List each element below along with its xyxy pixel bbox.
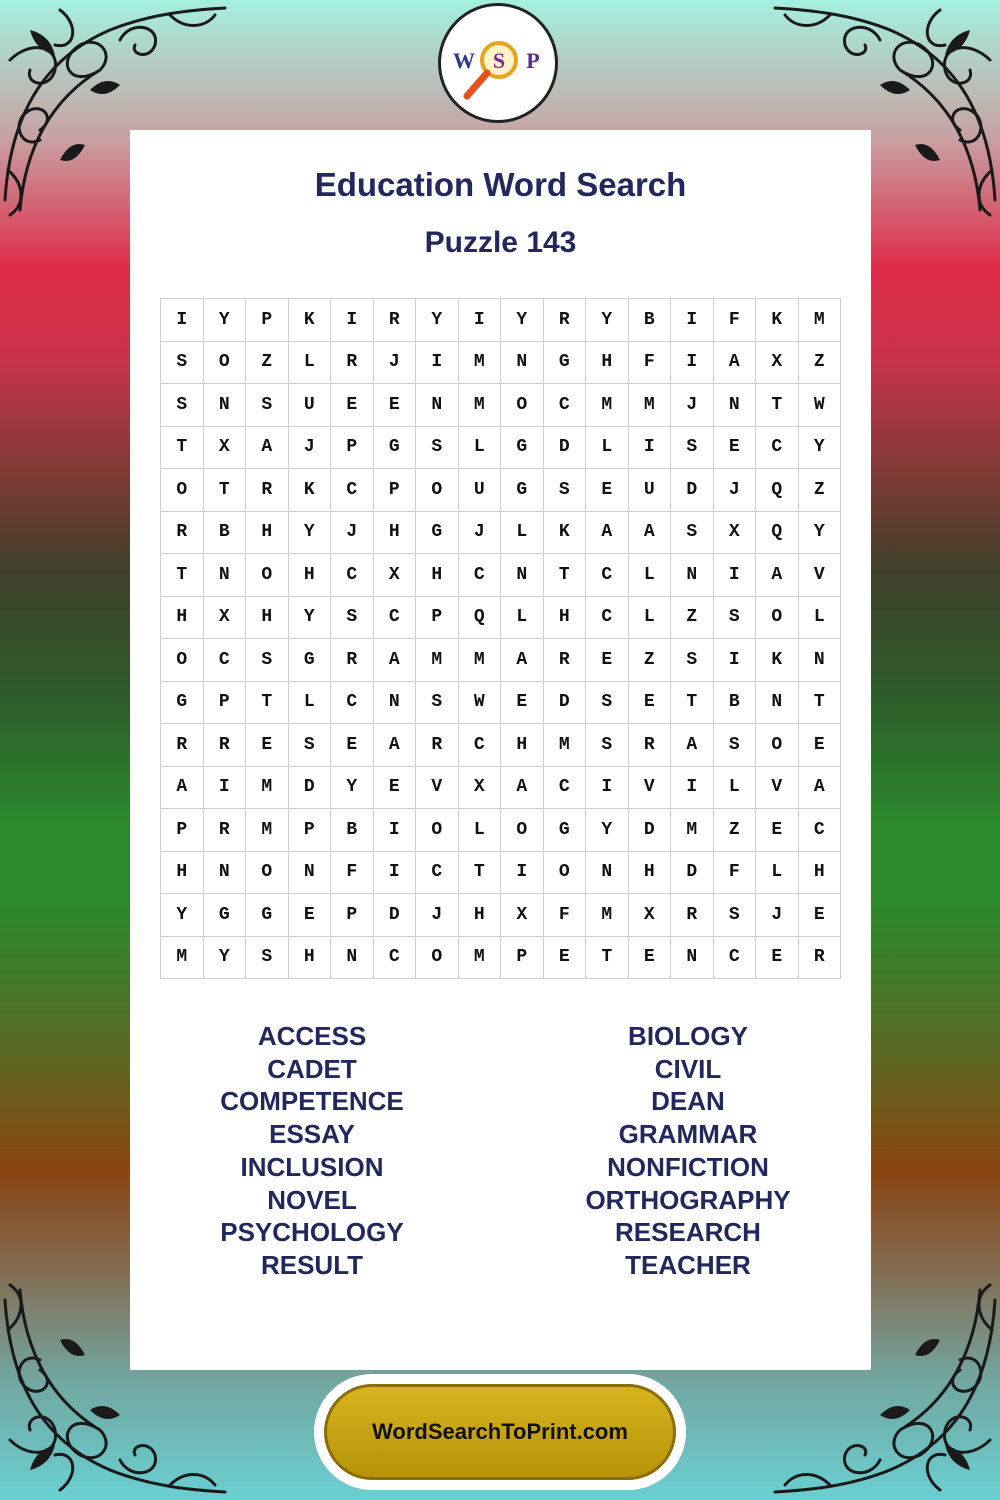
- grid-cell[interactable]: A: [714, 342, 757, 385]
- grid-cell[interactable]: T: [246, 682, 289, 725]
- logo-letter-w: W: [453, 48, 475, 73]
- grid-cell[interactable]: E: [756, 809, 799, 852]
- grid-cell[interactable]: K: [289, 469, 332, 512]
- grid-cell[interactable]: P: [246, 299, 289, 342]
- grid-cell[interactable]: W: [799, 384, 842, 427]
- grid-cell[interactable]: D: [671, 469, 714, 512]
- grid-cell[interactable]: I: [671, 767, 714, 810]
- grid-cell[interactable]: C: [586, 597, 629, 640]
- grid-cell[interactable]: V: [756, 767, 799, 810]
- grid-cell[interactable]: Y: [289, 512, 332, 555]
- grid-cell[interactable]: C: [714, 937, 757, 980]
- grid-cell[interactable]: T: [671, 682, 714, 725]
- grid-cell[interactable]: S: [161, 384, 204, 427]
- grid-cell[interactable]: K: [289, 299, 332, 342]
- grid-cell[interactable]: Y: [586, 809, 629, 852]
- puzzle-sheet: [130, 130, 871, 1370]
- grid-cell[interactable]: G: [374, 427, 417, 470]
- grid-cell[interactable]: N: [714, 384, 757, 427]
- grid-cell[interactable]: S: [161, 342, 204, 385]
- grid-cell[interactable]: M: [459, 342, 502, 385]
- grid-cell[interactable]: H: [161, 597, 204, 640]
- grid-cell[interactable]: R: [246, 469, 289, 512]
- word-list-item: PSYCHOLOGY: [220, 1217, 404, 1248]
- grid-cell[interactable]: X: [756, 342, 799, 385]
- grid-cell[interactable]: A: [501, 767, 544, 810]
- grid-cell[interactable]: E: [331, 724, 374, 767]
- grid-cell[interactable]: D: [289, 767, 332, 810]
- grid-cell[interactable]: V: [799, 554, 842, 597]
- grid-cell[interactable]: P: [331, 894, 374, 937]
- grid-cell[interactable]: P: [501, 937, 544, 980]
- grid-cell[interactable]: O: [501, 809, 544, 852]
- grid-cell[interactable]: O: [416, 937, 459, 980]
- grid-cell[interactable]: H: [161, 852, 204, 895]
- grid-cell[interactable]: M: [799, 299, 842, 342]
- grid-cell[interactable]: H: [586, 342, 629, 385]
- grid-cell[interactable]: B: [629, 299, 672, 342]
- grid-cell[interactable]: L: [289, 342, 332, 385]
- grid-cell[interactable]: M: [671, 809, 714, 852]
- grid-cell[interactable]: S: [586, 724, 629, 767]
- grid-cell[interactable]: P: [204, 682, 247, 725]
- grid-cell[interactable]: T: [204, 469, 247, 512]
- grid-cell[interactable]: E: [714, 427, 757, 470]
- word-list-item: CIVIL: [654, 1053, 722, 1084]
- grid-cell[interactable]: S: [714, 724, 757, 767]
- grid-cell[interactable]: P: [374, 469, 417, 512]
- grid-cell[interactable]: M: [629, 384, 672, 427]
- grid-cell[interactable]: O: [246, 554, 289, 597]
- grid-cell[interactable]: E: [544, 937, 587, 980]
- grid-cell[interactable]: C: [756, 427, 799, 470]
- grid-cell[interactable]: M: [586, 894, 629, 937]
- grid-cell[interactable]: Y: [204, 299, 247, 342]
- grid-cell[interactable]: E: [629, 682, 672, 725]
- puzzle-number: Puzzle 143: [424, 226, 577, 259]
- grid-cell[interactable]: G: [544, 342, 587, 385]
- grid-cell[interactable]: R: [204, 809, 247, 852]
- grid-cell[interactable]: S: [331, 597, 374, 640]
- grid-cell[interactable]: Q: [756, 469, 799, 512]
- grid-cell[interactable]: L: [459, 809, 502, 852]
- grid-cell[interactable]: L: [629, 554, 672, 597]
- grid-cell[interactable]: T: [161, 554, 204, 597]
- grid-cell[interactable]: G: [544, 809, 587, 852]
- grid-cell[interactable]: H: [246, 512, 289, 555]
- grid-cell[interactable]: M: [459, 937, 502, 980]
- grid-cell[interactable]: E: [374, 384, 417, 427]
- grid-cell[interactable]: A: [799, 767, 842, 810]
- grid-cell[interactable]: G: [161, 682, 204, 725]
- grid-cell[interactable]: R: [161, 512, 204, 555]
- word-list-item: GRAMMAR: [618, 1119, 758, 1150]
- grid-cell[interactable]: O: [756, 724, 799, 767]
- grid-cell[interactable]: R: [416, 724, 459, 767]
- grid-cell[interactable]: Y: [501, 299, 544, 342]
- grid-cell[interactable]: N: [756, 682, 799, 725]
- grid-cell[interactable]: D: [671, 852, 714, 895]
- footer-badge: [314, 1374, 686, 1490]
- grid-cell[interactable]: F: [714, 852, 757, 895]
- grid-cell[interactable]: F: [629, 342, 672, 385]
- grid-cell[interactable]: J: [331, 512, 374, 555]
- grid-cell[interactable]: I: [586, 767, 629, 810]
- grid-cell[interactable]: N: [799, 639, 842, 682]
- grid-cell[interactable]: L: [629, 597, 672, 640]
- grid-cell[interactable]: H: [289, 554, 332, 597]
- word-list-item: RESEARCH: [615, 1217, 761, 1248]
- grid-cell[interactable]: B: [331, 809, 374, 852]
- grid-cell[interactable]: M: [459, 384, 502, 427]
- grid-cell[interactable]: N: [416, 384, 459, 427]
- grid-cell[interactable]: R: [671, 894, 714, 937]
- word-list-item: ACCESS: [257, 1021, 367, 1051]
- word-list-item: COMPETENCE: [220, 1086, 404, 1117]
- word-list-item: ESSAY: [269, 1119, 355, 1150]
- grid-cell[interactable]: E: [586, 469, 629, 512]
- grid-cell[interactable]: P: [331, 427, 374, 470]
- grid-cell[interactable]: T: [544, 554, 587, 597]
- grid-cell[interactable]: I: [714, 639, 757, 682]
- grid-cell[interactable]: H: [459, 894, 502, 937]
- grid-cell[interactable]: I: [714, 554, 757, 597]
- grid-cell[interactable]: N: [501, 342, 544, 385]
- grid-cell[interactable]: L: [714, 767, 757, 810]
- grid-cell[interactable]: T: [756, 384, 799, 427]
- grid-cell[interactable]: X: [204, 427, 247, 470]
- site-link[interactable]: WordSearchToPrint.com: [324, 1384, 676, 1480]
- grid-cell[interactable]: O: [756, 597, 799, 640]
- grid-cell[interactable]: E: [799, 894, 842, 937]
- grid-cell[interactable]: L: [459, 427, 502, 470]
- grid-cell[interactable]: N: [331, 937, 374, 980]
- grid-cell[interactable]: A: [161, 767, 204, 810]
- grid-cell[interactable]: S: [416, 682, 459, 725]
- grid-cell[interactable]: Q: [459, 597, 502, 640]
- grid-cell[interactable]: L: [586, 427, 629, 470]
- grid-cell[interactable]: C: [331, 469, 374, 512]
- grid-cell[interactable]: X: [714, 512, 757, 555]
- word-list-left: [162, 1020, 462, 1282]
- grid-cell[interactable]: P: [161, 809, 204, 852]
- grid-cell[interactable]: C: [799, 809, 842, 852]
- grid-cell[interactable]: J: [671, 384, 714, 427]
- grid-cell[interactable]: B: [204, 512, 247, 555]
- grid-cell[interactable]: Y: [289, 597, 332, 640]
- grid-cell[interactable]: L: [501, 512, 544, 555]
- grid-cell[interactable]: M: [246, 767, 289, 810]
- word-list-item: CADET: [267, 1053, 357, 1084]
- grid-cell[interactable]: N: [374, 682, 417, 725]
- grid-cell[interactable]: T: [161, 427, 204, 470]
- grid-cell[interactable]: Z: [714, 809, 757, 852]
- grid-cell[interactable]: Y: [331, 767, 374, 810]
- grid-cell[interactable]: R: [544, 639, 587, 682]
- grid-cell[interactable]: E: [289, 894, 332, 937]
- grid-cell[interactable]: H: [246, 597, 289, 640]
- grid-cell[interactable]: M: [161, 937, 204, 980]
- grid-cell[interactable]: Z: [799, 342, 842, 385]
- grid-cell[interactable]: A: [374, 639, 417, 682]
- grid-cell[interactable]: G: [289, 639, 332, 682]
- grid-cell[interactable]: O: [501, 384, 544, 427]
- grid-cell[interactable]: X: [374, 554, 417, 597]
- grid-cell[interactable]: I: [416, 342, 459, 385]
- grid-cell[interactable]: H: [416, 554, 459, 597]
- grid-cell[interactable]: M: [416, 639, 459, 682]
- grid-cell[interactable]: S: [544, 469, 587, 512]
- grid-cell[interactable]: D: [629, 809, 672, 852]
- grid-cell[interactable]: H: [501, 724, 544, 767]
- grid-cell[interactable]: B: [714, 682, 757, 725]
- grid-cell[interactable]: C: [374, 597, 417, 640]
- site-logo[interactable]: [438, 3, 558, 123]
- grid-cell[interactable]: O: [161, 469, 204, 512]
- logo-letter-p: P: [526, 48, 540, 73]
- grid-cell[interactable]: K: [756, 639, 799, 682]
- grid-cell[interactable]: M: [544, 724, 587, 767]
- grid-cell[interactable]: V: [416, 767, 459, 810]
- grid-cell[interactable]: Y: [161, 894, 204, 937]
- grid-cell[interactable]: S: [246, 639, 289, 682]
- grid-cell[interactable]: D: [374, 894, 417, 937]
- grid-cell[interactable]: N: [204, 384, 247, 427]
- grid-cell[interactable]: Y: [799, 512, 842, 555]
- grid-cell[interactable]: G: [204, 894, 247, 937]
- grid-cell[interactable]: I: [459, 299, 502, 342]
- word-list-item: BIOLOGY: [628, 1021, 748, 1051]
- grid-cell[interactable]: U: [289, 384, 332, 427]
- grid-cell[interactable]: X: [501, 894, 544, 937]
- grid-cell[interactable]: I: [374, 809, 417, 852]
- grid-cell[interactable]: J: [756, 894, 799, 937]
- grid-cell[interactable]: X: [204, 597, 247, 640]
- grid-cell[interactable]: C: [544, 767, 587, 810]
- word-list-item: ORTHOGRAPHY: [585, 1184, 791, 1215]
- grid-cell[interactable]: R: [204, 724, 247, 767]
- grid-cell[interactable]: A: [501, 639, 544, 682]
- grid-cell[interactable]: A: [246, 427, 289, 470]
- grid-cell[interactable]: I: [501, 852, 544, 895]
- grid-cell[interactable]: W: [459, 682, 502, 725]
- grid-cell[interactable]: C: [331, 554, 374, 597]
- grid-cell[interactable]: N: [501, 554, 544, 597]
- grid-cell[interactable]: S: [671, 427, 714, 470]
- grid-cell[interactable]: L: [289, 682, 332, 725]
- grid-cell[interactable]: Y: [799, 427, 842, 470]
- grid-cell[interactable]: J: [714, 469, 757, 512]
- grid-cell[interactable]: F: [544, 894, 587, 937]
- grid-cell[interactable]: K: [756, 299, 799, 342]
- grid-cell[interactable]: U: [629, 469, 672, 512]
- grid-cell[interactable]: I: [331, 299, 374, 342]
- grid-cell[interactable]: D: [544, 427, 587, 470]
- grid-cell[interactable]: A: [629, 512, 672, 555]
- grid-cell[interactable]: G: [501, 427, 544, 470]
- grid-cell[interactable]: S: [714, 894, 757, 937]
- grid-cell[interactable]: L: [756, 852, 799, 895]
- grid-cell[interactable]: N: [204, 554, 247, 597]
- grid-cell[interactable]: O: [161, 639, 204, 682]
- word-list-item: NONFICTION: [607, 1151, 769, 1182]
- grid-cell[interactable]: X: [459, 767, 502, 810]
- grid-cell[interactable]: H: [374, 512, 417, 555]
- word-list-right: [538, 1020, 838, 1282]
- grid-cell[interactable]: D: [544, 682, 587, 725]
- grid-cell[interactable]: C: [544, 384, 587, 427]
- grid-cell[interactable]: J: [459, 512, 502, 555]
- grid-cell[interactable]: C: [459, 554, 502, 597]
- grid-cell[interactable]: T: [799, 682, 842, 725]
- grid-cell[interactable]: M: [246, 809, 289, 852]
- grid-cell[interactable]: Z: [671, 597, 714, 640]
- grid-cell[interactable]: P: [416, 597, 459, 640]
- word-list-item: RESULT: [260, 1249, 364, 1280]
- grid-cell[interactable]: N: [586, 852, 629, 895]
- grid-cell[interactable]: C: [204, 639, 247, 682]
- grid-cell[interactable]: T: [586, 937, 629, 980]
- grid-cell[interactable]: Z: [799, 469, 842, 512]
- grid-cell[interactable]: S: [714, 597, 757, 640]
- grid-cell[interactable]: J: [374, 342, 417, 385]
- grid-cell[interactable]: E: [799, 724, 842, 767]
- grid-cell[interactable]: L: [799, 597, 842, 640]
- grid-cell[interactable]: U: [459, 469, 502, 512]
- grid-cell[interactable]: N: [671, 554, 714, 597]
- grid-cell[interactable]: G: [416, 512, 459, 555]
- puzzle-title: Education Word Search: [314, 166, 687, 203]
- grid-cell[interactable]: C: [374, 937, 417, 980]
- grid-cell[interactable]: E: [501, 682, 544, 725]
- grid-cell[interactable]: A: [671, 724, 714, 767]
- grid-cell[interactable]: N: [204, 852, 247, 895]
- grid-cell[interactable]: I: [671, 342, 714, 385]
- grid-cell[interactable]: Y: [416, 299, 459, 342]
- grid-cell[interactable]: X: [629, 894, 672, 937]
- grid-cell[interactable]: J: [289, 427, 332, 470]
- grid-cell[interactable]: S: [289, 724, 332, 767]
- grid-cell[interactable]: R: [629, 724, 672, 767]
- logo-letter-s: S: [492, 48, 506, 73]
- grid-cell[interactable]: R: [161, 724, 204, 767]
- grid-cell[interactable]: I: [629, 427, 672, 470]
- grid-cell[interactable]: Z: [246, 342, 289, 385]
- grid-cell[interactable]: C: [416, 852, 459, 895]
- grid-cell[interactable]: C: [586, 554, 629, 597]
- magnifier-icon: [441, 6, 555, 120]
- grid-cell[interactable]: Q: [756, 512, 799, 555]
- grid-cell[interactable]: I: [374, 852, 417, 895]
- grid-cell[interactable]: I: [204, 767, 247, 810]
- grid-cell[interactable]: N: [289, 852, 332, 895]
- grid-cell[interactable]: H: [799, 852, 842, 895]
- grid-cell[interactable]: E: [246, 724, 289, 767]
- grid-cell[interactable]: G: [501, 469, 544, 512]
- grid-cell[interactable]: L: [501, 597, 544, 640]
- grid-cell[interactable]: C: [331, 682, 374, 725]
- grid-cell[interactable]: R: [331, 342, 374, 385]
- grid-cell[interactable]: H: [629, 852, 672, 895]
- grid-cell[interactable]: R: [331, 639, 374, 682]
- grid-cell[interactable]: H: [289, 937, 332, 980]
- grid-cell[interactable]: S: [416, 427, 459, 470]
- grid-cell[interactable]: P: [289, 809, 332, 852]
- grid-cell[interactable]: S: [586, 682, 629, 725]
- grid-cell[interactable]: R: [799, 937, 842, 980]
- grid-cell[interactable]: M: [586, 384, 629, 427]
- grid-cell[interactable]: M: [459, 639, 502, 682]
- grid-cell[interactable]: N: [671, 937, 714, 980]
- grid-cell[interactable]: A: [756, 554, 799, 597]
- grid-cell[interactable]: T: [459, 852, 502, 895]
- grid-cell[interactable]: A: [374, 724, 417, 767]
- grid-cell[interactable]: Z: [629, 639, 672, 682]
- grid-cell[interactable]: O: [416, 469, 459, 512]
- grid-cell[interactable]: H: [544, 597, 587, 640]
- grid-cell[interactable]: A: [586, 512, 629, 555]
- grid-cell[interactable]: S: [671, 512, 714, 555]
- word-list-item: TEACHER: [625, 1249, 751, 1280]
- grid-cell[interactable]: Y: [586, 299, 629, 342]
- grid-cell[interactable]: V: [629, 767, 672, 810]
- grid-cell[interactable]: S: [246, 384, 289, 427]
- word-list-item: INCLUSION: [240, 1151, 384, 1182]
- grid-cell[interactable]: F: [331, 852, 374, 895]
- grid-cell[interactable]: C: [459, 724, 502, 767]
- grid-cell[interactable]: I: [161, 299, 204, 342]
- grid-cell[interactable]: S: [671, 639, 714, 682]
- grid-cell[interactable]: O: [246, 852, 289, 895]
- grid-cell[interactable]: I: [671, 299, 714, 342]
- grid-cell[interactable]: E: [586, 639, 629, 682]
- grid-cell[interactable]: Y: [204, 937, 247, 980]
- grid-cell[interactable]: E: [756, 937, 799, 980]
- letter-grid: [160, 298, 841, 979]
- grid-cell[interactable]: E: [629, 937, 672, 980]
- grid-cell[interactable]: K: [544, 512, 587, 555]
- grid-cell[interactable]: O: [204, 342, 247, 385]
- grid-cell[interactable]: S: [246, 937, 289, 980]
- grid-cell[interactable]: R: [544, 299, 587, 342]
- grid-cell[interactable]: O: [416, 809, 459, 852]
- grid-cell[interactable]: E: [331, 384, 374, 427]
- word-list-item: DEAN: [651, 1086, 725, 1117]
- grid-cell[interactable]: G: [246, 894, 289, 937]
- grid-cell[interactable]: R: [374, 299, 417, 342]
- grid-cell[interactable]: E: [374, 767, 417, 810]
- grid-cell[interactable]: J: [416, 894, 459, 937]
- word-list-item: NOVEL: [267, 1184, 357, 1215]
- grid-cell[interactable]: O: [544, 852, 587, 895]
- grid-cell[interactable]: F: [714, 299, 757, 342]
